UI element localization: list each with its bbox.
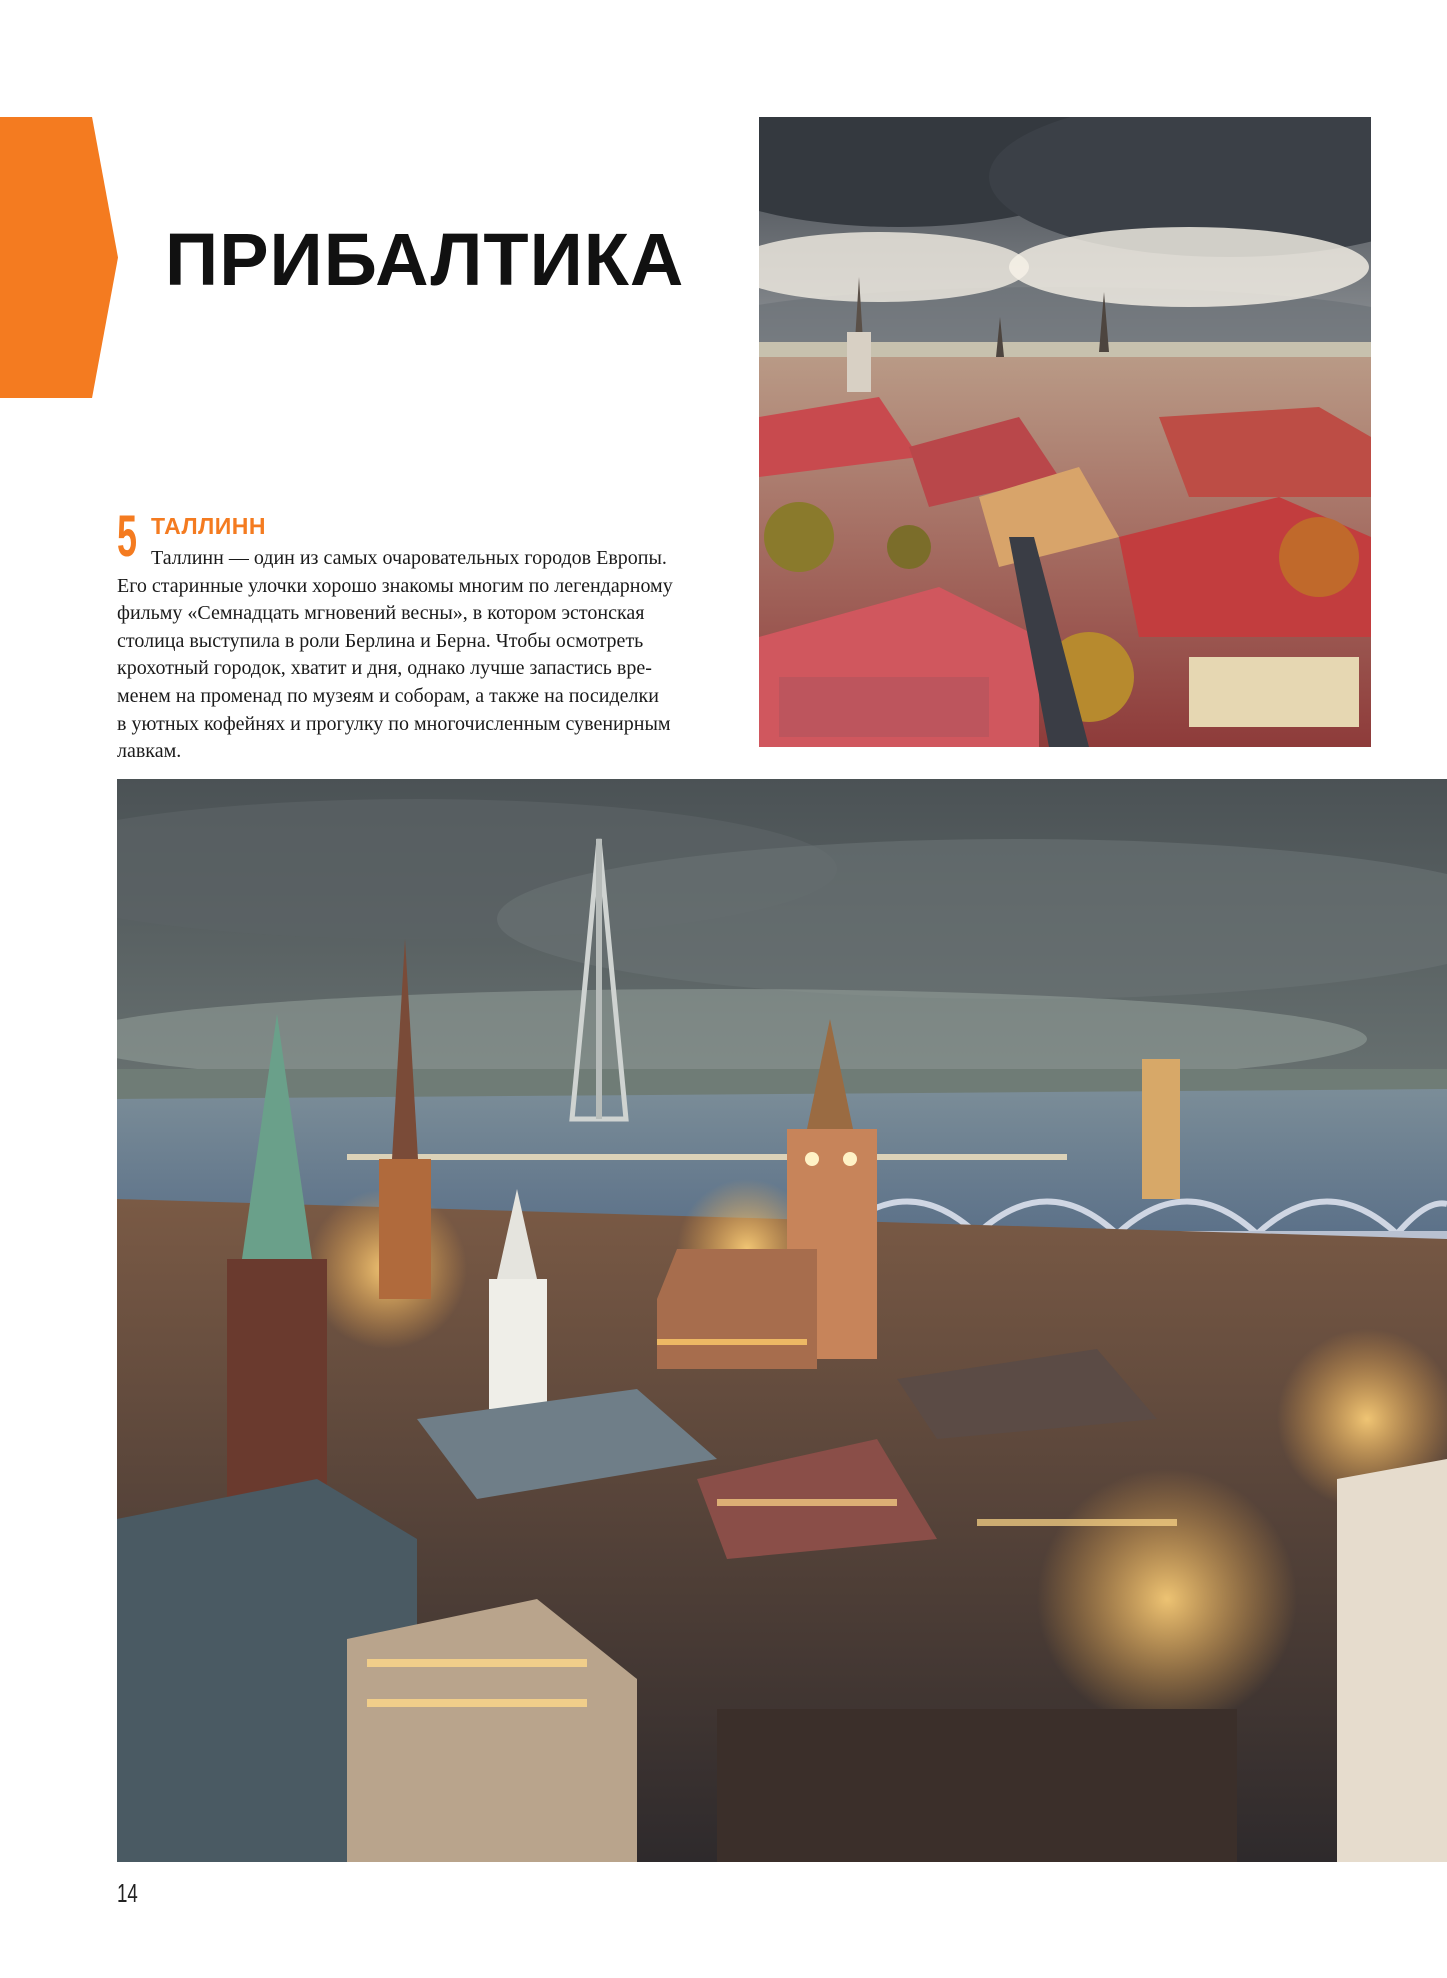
page-number: 14 <box>117 1878 138 1908</box>
article-heading: ТАЛЛИНН <box>151 513 267 539</box>
section-tab-marker <box>0 117 118 398</box>
riga-evening-panorama-photo <box>117 779 1447 1862</box>
riga-photo-illustration <box>117 779 1447 1862</box>
article-line: столица выступила в роли Берлина и Берна. Чтобы осмотреть <box>117 629 644 652</box>
article-number: 5 <box>117 504 138 569</box>
article-line: фильму «Семнадцать мгновений весны», в котором эстонская <box>117 602 645 625</box>
article-line: крохотный городок, хватит и дня, однако лучше запастись вре- <box>117 657 652 680</box>
tallinn-photo-illustration <box>759 117 1371 747</box>
article-line: в уютных кофейнях и прогулку по многочисленным сувенирным <box>117 712 671 735</box>
article-line: менем на променад по музеям и соборам, а также на посиделки <box>117 684 659 707</box>
tallinn-old-town-photo <box>759 117 1371 747</box>
article-body <box>117 545 731 766</box>
article-line: лавкам. <box>117 740 182 763</box>
article-line: Его старинные улочки хорошо знакомы многим по легендарному <box>117 574 673 597</box>
article-line: Таллинн — один из самых очаровательных городов Европы. <box>151 547 667 569</box>
section-title: ПРИБАЛТИКА <box>165 218 685 301</box>
